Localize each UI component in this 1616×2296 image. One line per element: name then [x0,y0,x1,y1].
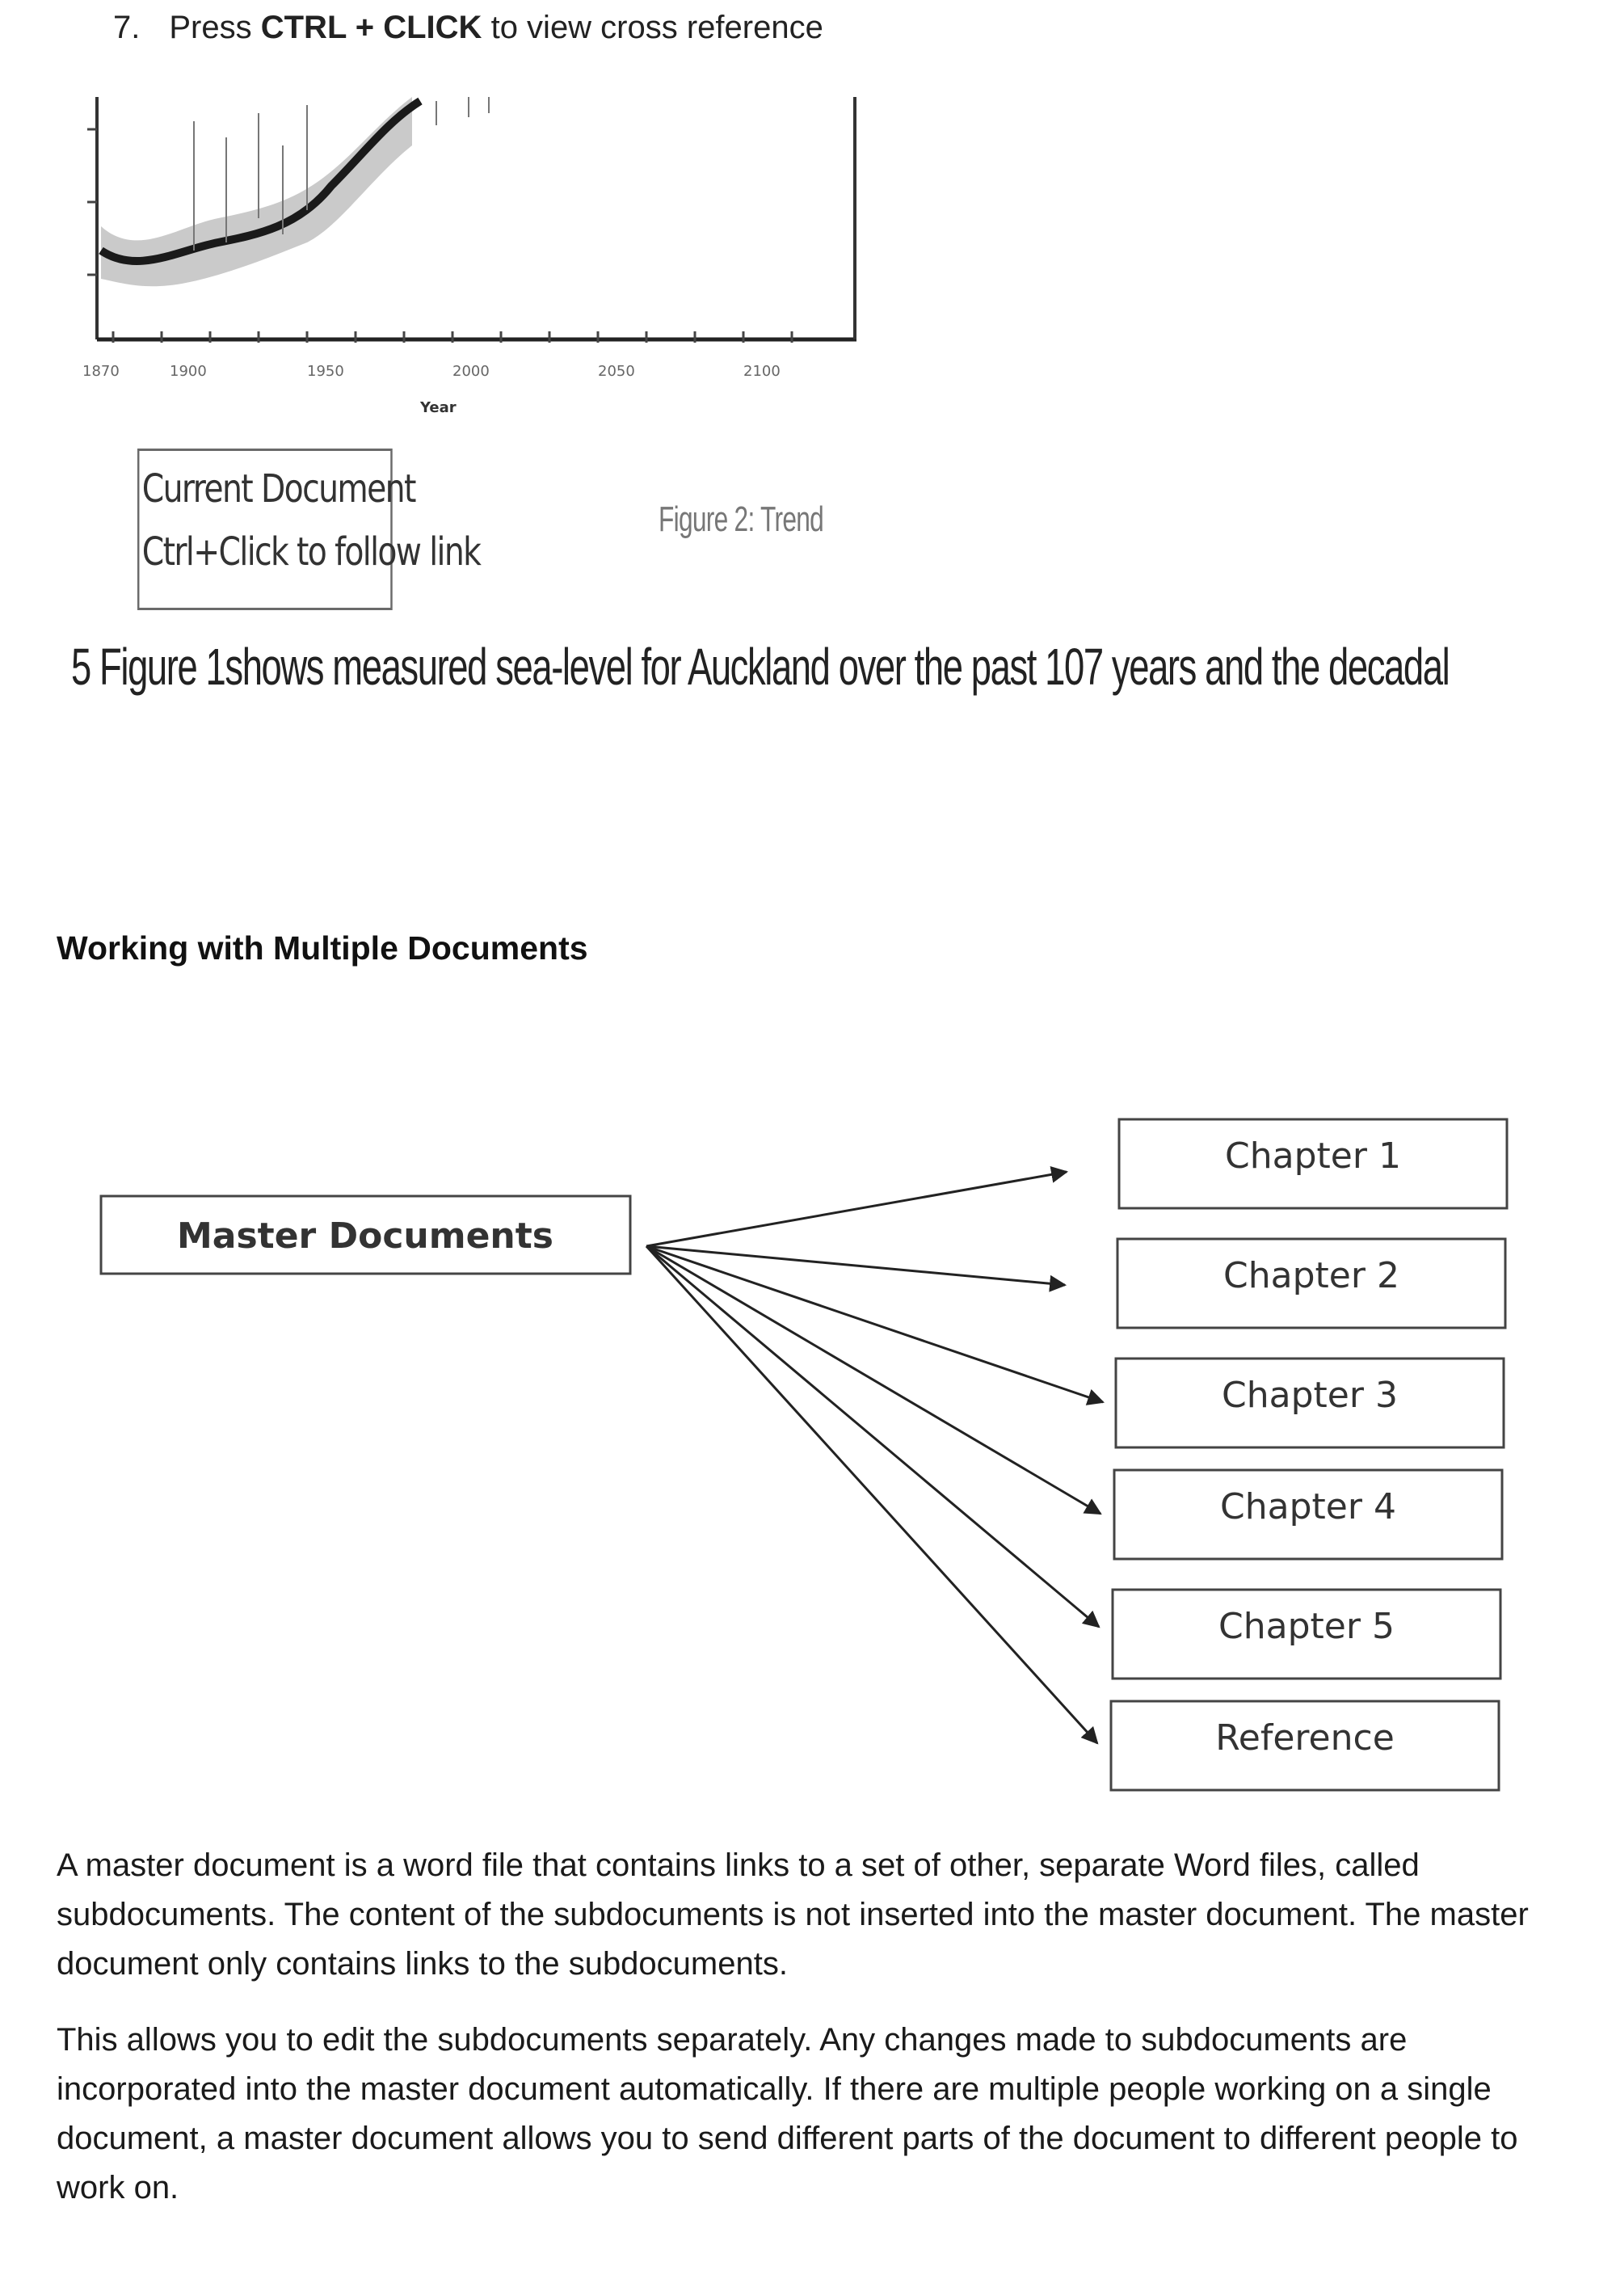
target-box-reference [1111,1701,1499,1790]
target-label-chapter-5: Chapter 5 [1218,1606,1395,1647]
paragraph-subdocuments: This allows you to edit the subdocuments separately. Any changes made to subdocuments are incorporated into the master document automatically. If there are multiple people working on a single document, a master document allows you to send different parts of the document to different people to work on. [57,2022,1518,2205]
paragraph-master-document: A master document is a word file that contains links to a set of other, separate Word files, called subdocuments. The content of the subdocuments is not inserted into the master document. The master document only contains links to the subdocuments. [57,1847,1529,1982]
sea-level-graph [65,89,873,428]
step-prefix: Press [169,10,252,45]
target-label-chapter-3: Chapter 3 [1222,1375,1398,1416]
svg-text:1950: 1950 [307,363,344,380]
arrows-group [646,1172,1103,1743]
target-box-chapter-3 [1116,1359,1504,1447]
cross-reference-tooltip [137,449,481,610]
arrow-to-chapter-1 [646,1172,1067,1246]
target-label-chapter-4: Chapter 4 [1220,1486,1396,1527]
target-label-reference: Reference [1215,1717,1395,1759]
arrow-to-chapter-4 [646,1246,1100,1514]
target-box-chapter-2 [1117,1239,1505,1328]
svg-text:2100: 2100 [743,363,781,380]
target-box-chapter-4 [1114,1470,1502,1559]
section-heading: Working with Multiple Documents [57,929,588,967]
target-box-chapter-1 [1119,1119,1507,1208]
sea-level-graph-image [65,89,873,428]
svg-text:2000: 2000 [452,363,490,380]
step-7-instruction [113,10,823,46]
svg-text:2050: 2050 [598,363,635,380]
scanned-body-text: 5 Figure 1shows measured sea-level for Auckland over the past 107 years and the decadal [71,638,1450,696]
arrow-to-chapter-2 [646,1246,1065,1285]
step-suffix: to view cross reference [490,10,823,45]
arrow-to-chapter-5 [646,1246,1099,1627]
tooltip-title: Current Document [141,466,415,512]
master-box [101,1196,630,1274]
svg-text:1870: 1870 [82,363,120,380]
target-label-chapter-2: Chapter 2 [1223,1255,1399,1296]
tooltip-hint: Ctrl+Click to follow link [141,529,481,575]
svg-text:1900: 1900 [170,363,207,380]
step-keys: CTRL + CLICK [260,10,482,45]
graph-axis-label: Year [420,399,457,416]
step-number: 7. [113,10,141,45]
target-box-chapter-5 [1113,1590,1500,1679]
master-label: Master Documents [177,1215,553,1257]
master-document-svg [0,1091,1616,1818]
arrow-to-chapter-3 [646,1246,1103,1402]
target-label-chapter-1: Chapter 1 [1225,1135,1401,1177]
figure-caption-link[interactable]: Figure 2: Trend [659,499,824,539]
master-document-diagram [0,1091,1616,1818]
arrow-to-reference [646,1246,1097,1743]
targets-group [1111,1119,1507,1790]
